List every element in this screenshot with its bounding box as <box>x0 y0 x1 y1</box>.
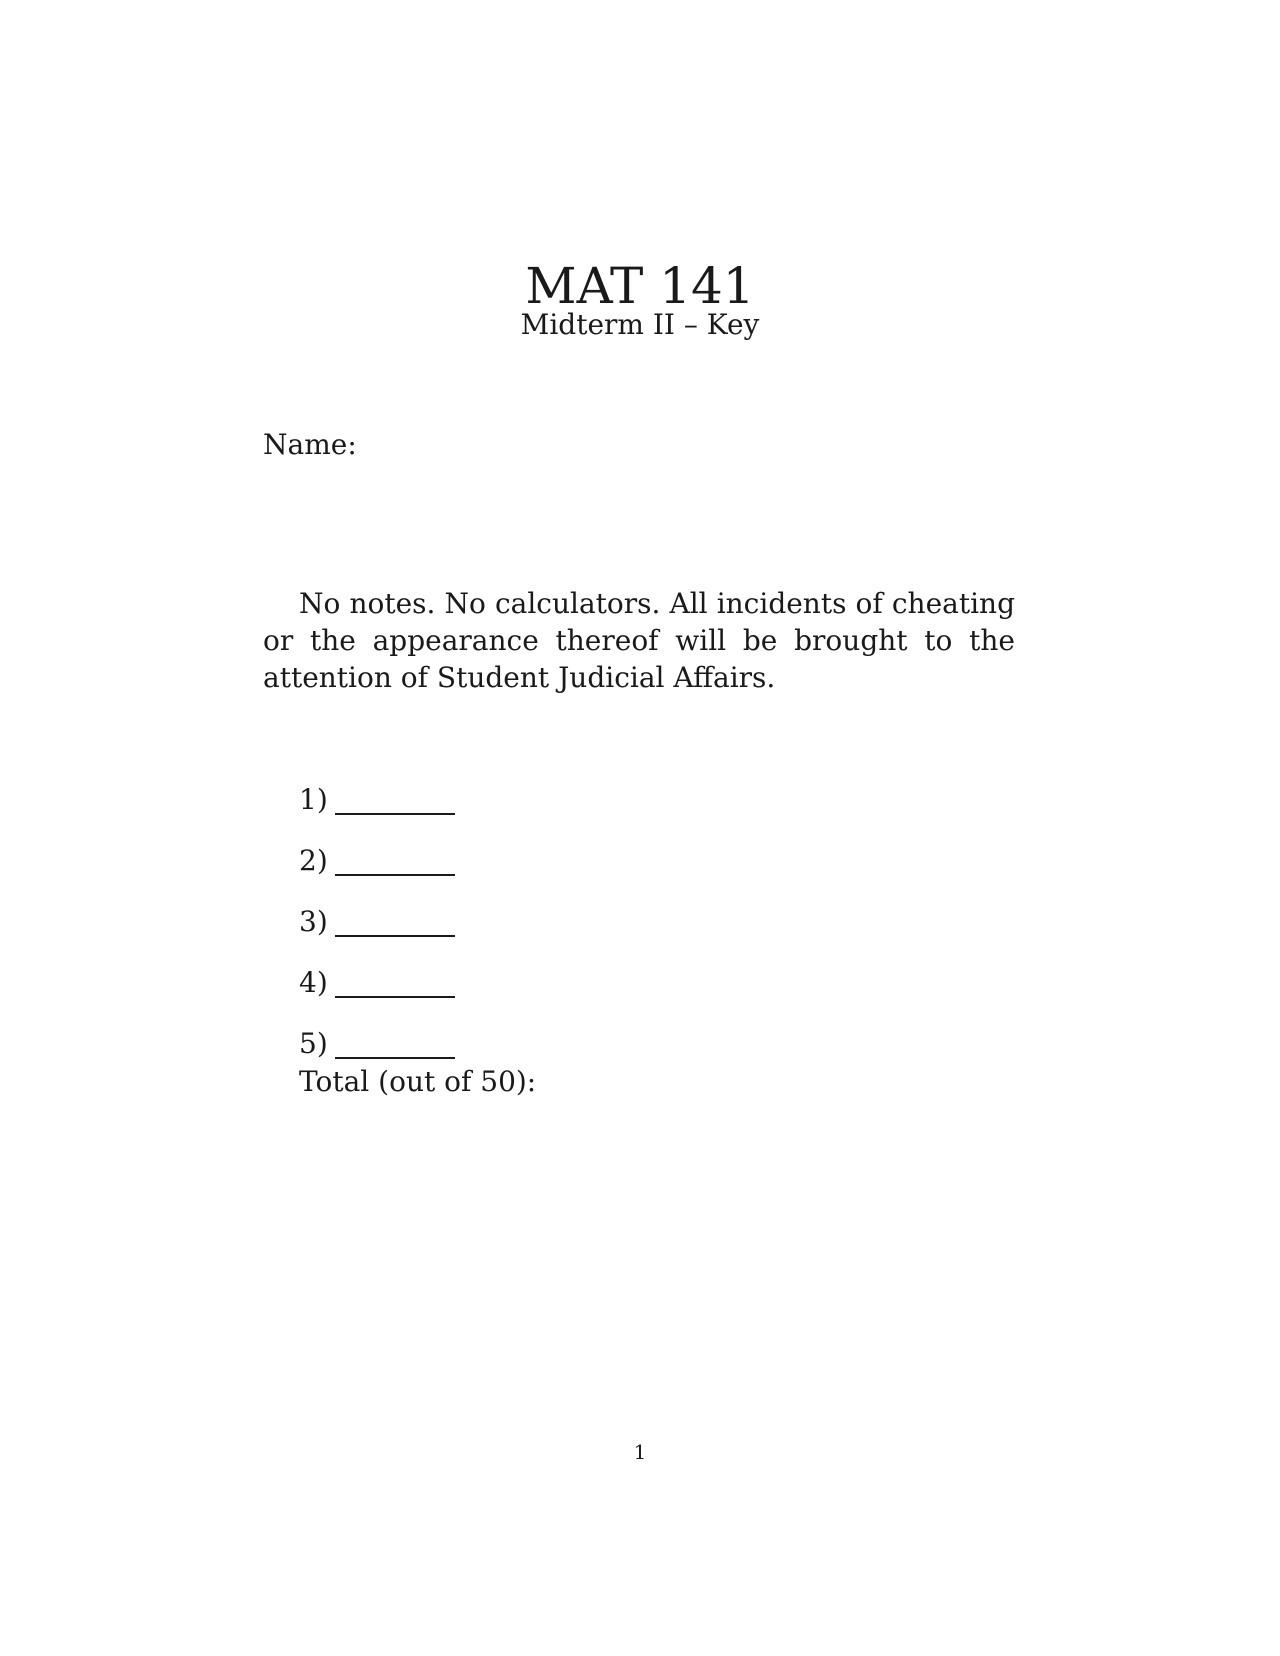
score-label: 1) <box>299 783 328 816</box>
score-blank <box>335 785 455 815</box>
score-row <box>299 1000 455 1061</box>
total-label: Total (out of 50): <box>299 1065 537 1098</box>
score-row <box>299 756 455 817</box>
score-blank <box>335 907 455 937</box>
page-title: MAT 141 <box>525 257 755 315</box>
score-label: 3) <box>299 905 328 938</box>
score-blank <box>335 846 455 876</box>
score-row <box>299 817 455 878</box>
page-subtitle: Midterm II – Key <box>520 308 760 341</box>
score-row <box>299 878 455 939</box>
score-row <box>299 939 455 1000</box>
score-label: 5) <box>299 1027 328 1060</box>
name-label: Name: <box>263 428 357 461</box>
score-label: 4) <box>299 966 328 999</box>
exam-instructions: No notes. No calculators. All incidents of cheating or the appearance thereof will be brought to the attention of Student Judicial Affairs. <box>263 587 1015 694</box>
page-number: 1 <box>633 1440 647 1464</box>
score-blank <box>335 1029 455 1059</box>
score-blank <box>335 968 455 998</box>
score-label: 2) <box>299 844 328 877</box>
score-list <box>299 756 455 1061</box>
